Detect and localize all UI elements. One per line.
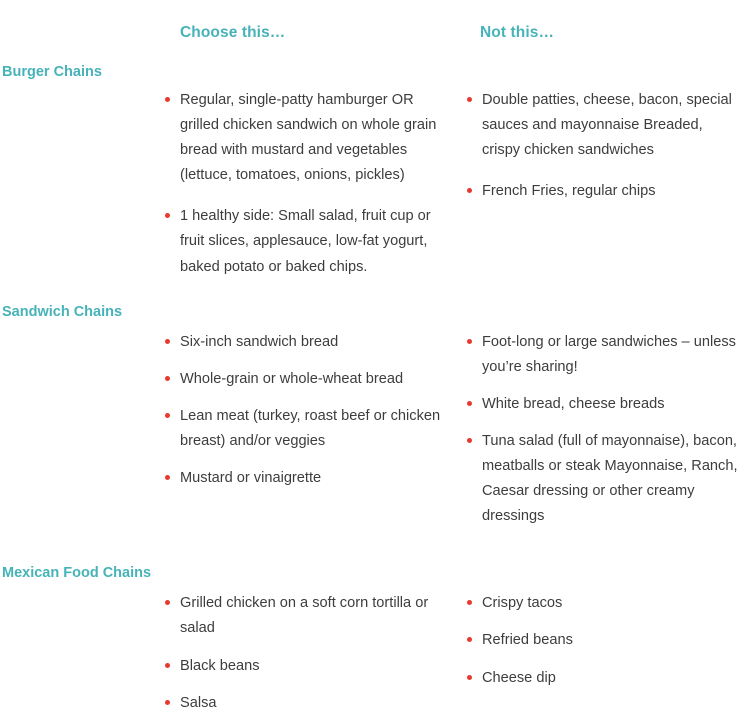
choose-list-burger-chains bbox=[160, 60, 460, 280]
list-item: Foot-long or large sandwiches – unless you’re sharing! bbox=[464, 330, 743, 380]
section-spacer bbox=[0, 541, 751, 563]
section-label-mexican-food-chains: Mexican Food Chains bbox=[2, 565, 152, 582]
list-item: Regular, single-patty hamburger OR grilled chicken sandwich on whole grain bread with mustard and vegetables (lettuce, tomatoes, onions, pickles) bbox=[162, 88, 452, 188]
table-row bbox=[0, 298, 751, 542]
column-header-category bbox=[0, 8, 160, 60]
list-item: French Fries, regular chips bbox=[464, 179, 743, 204]
list-item: Grilled chicken on a soft corn tortilla or salad bbox=[162, 591, 452, 641]
column-header-not-this: Not this… bbox=[480, 24, 555, 41]
section-label-sandwich-chains: Sandwich Chains bbox=[2, 303, 123, 320]
avoid-list-burger-chains bbox=[460, 60, 751, 280]
list-item: Crispy tacos bbox=[464, 591, 743, 616]
list-item: Tuna salad (full of mayonnaise), bacon, meatballs or steak Mayonnaise, Ranch, Caesar dressing or other creamy dressings bbox=[464, 429, 743, 529]
list-item: Mustard or vinaigrette bbox=[162, 466, 452, 491]
section-spacer bbox=[0, 280, 751, 298]
column-header-choose-this: Choose this… bbox=[180, 24, 286, 41]
table-row bbox=[0, 60, 751, 280]
list-item: Double patties, cheese, bacon, special sauces and mayonnaise Breaded, crispy chicken sandwiches bbox=[464, 88, 743, 163]
list-item: White bread, cheese breads bbox=[464, 392, 743, 417]
avoid-list-mexican-food-chains bbox=[460, 563, 751, 727]
avoid-list-sandwich-chains bbox=[460, 298, 751, 542]
choose-list-sandwich-chains bbox=[160, 298, 460, 542]
list-item: Whole-grain or whole-wheat bread bbox=[162, 367, 452, 392]
table-row bbox=[0, 563, 751, 727]
list-item: Black beans bbox=[162, 654, 452, 679]
choose-list-mexican-food-chains bbox=[160, 563, 460, 727]
list-item: Refried beans bbox=[464, 628, 743, 653]
list-item: Six-inch sandwich bread bbox=[162, 330, 452, 355]
section-label-burger-chains: Burger Chains bbox=[2, 64, 102, 80]
list-item: Salsa bbox=[162, 691, 452, 716]
list-item: Cheese dip bbox=[464, 666, 743, 691]
list-item: 1 healthy side: Small salad, fruit cup or fruit slices, applesauce, low-fat yogurt, baked potato or baked chips. bbox=[162, 204, 452, 279]
table-header-row bbox=[0, 8, 751, 60]
list-item: Lean meat (turkey, roast beef or chicken breast) and/or veggies bbox=[162, 404, 452, 454]
top-spacer bbox=[0, 0, 751, 8]
